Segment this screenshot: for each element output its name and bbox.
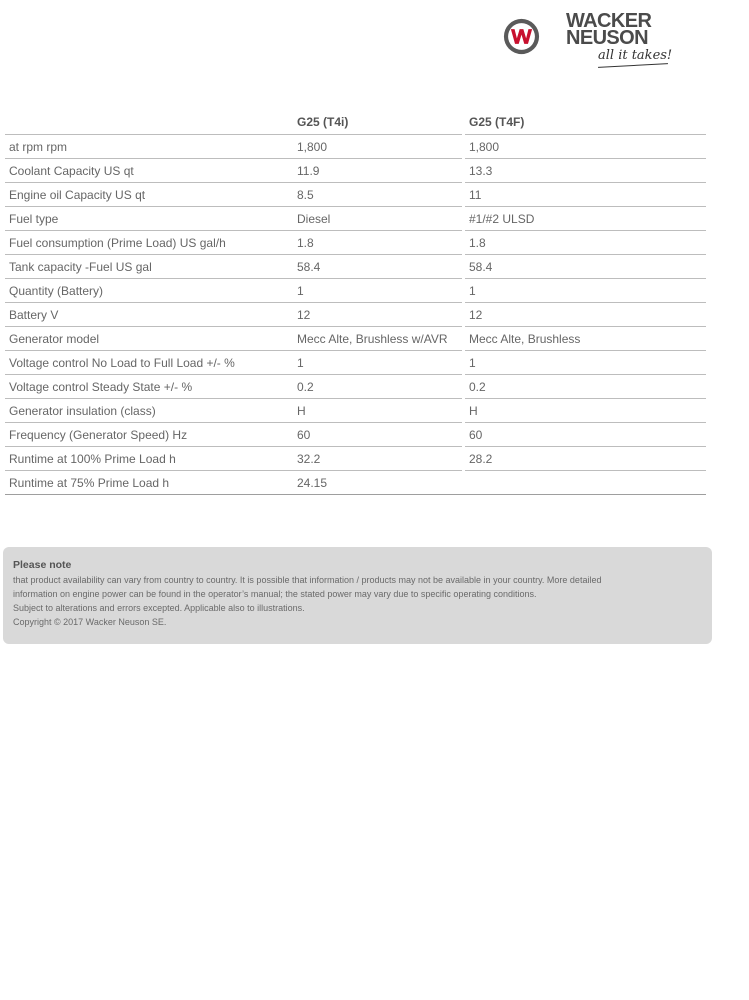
- value-g25-t4f: H: [465, 399, 706, 423]
- row-label: Engine oil Capacity US qt: [5, 183, 293, 207]
- please-note-box: [3, 547, 712, 644]
- row-label: Fuel consumption (Prime Load) US gal/h: [5, 231, 293, 255]
- wacker-neuson-logo-mark-icon: [503, 18, 540, 55]
- row-label: Quantity (Battery): [5, 279, 293, 303]
- table-row: [5, 471, 706, 495]
- value-g25-t4i: 24.15: [293, 471, 462, 495]
- row-label: Coolant Capacity US qt: [5, 159, 293, 183]
- brand-name: [566, 10, 652, 49]
- table-row: [5, 351, 706, 375]
- value-g25-t4i: Diesel: [293, 207, 462, 231]
- note-line-2: information on engine power can be found in the operator’s manual; the stated power may vary due to specific operating conditions.: [13, 589, 537, 599]
- table-row: [5, 327, 706, 351]
- value-g25-t4i: 11.9: [293, 159, 462, 183]
- value-g25-t4f: 1,800: [465, 135, 706, 159]
- table-row: [5, 135, 706, 159]
- row-label: Voltage control Steady State +/- %: [5, 375, 293, 399]
- note-line-4: Copyright © 2017 Wacker Neuson SE.: [13, 617, 167, 627]
- row-label: Generator insulation (class): [5, 399, 293, 423]
- value-g25-t4i: Mecc Alte, Brushless w/AVR: [293, 327, 462, 351]
- brand-slogan: all it takes!: [598, 48, 673, 63]
- value-g25-t4f: [465, 471, 706, 495]
- value-g25-t4f: 11: [465, 183, 706, 207]
- value-g25-t4f: #1/#2 ULSD: [465, 207, 706, 231]
- table-row: [5, 207, 706, 231]
- value-g25-t4f: 1: [465, 351, 706, 375]
- table-row: [5, 423, 706, 447]
- spec-table-body: [5, 135, 706, 495]
- header-g25-t4f: G25 (T4F): [465, 110, 706, 135]
- table-row: [5, 447, 706, 471]
- header-g25-t4i: G25 (T4i): [293, 110, 462, 135]
- value-g25-t4i: 1,800: [293, 135, 462, 159]
- value-g25-t4i: 60: [293, 423, 462, 447]
- header-label-column: [5, 110, 293, 135]
- row-label: Generator model: [5, 327, 293, 351]
- table-row: [5, 279, 706, 303]
- table-row: [5, 255, 706, 279]
- value-g25-t4i: 32.2: [293, 447, 462, 471]
- spec-table: [5, 110, 706, 495]
- table-row: [5, 303, 706, 327]
- table-row: [5, 375, 706, 399]
- note-title: Please note: [13, 559, 72, 571]
- table-header-row: [5, 110, 706, 135]
- brand-name-line1: WACKER: [566, 10, 652, 32]
- table-row: [5, 231, 706, 255]
- value-g25-t4f: 60: [465, 423, 706, 447]
- row-label: Runtime at 100% Prime Load h: [5, 447, 293, 471]
- value-g25-t4i: 58.4: [293, 255, 462, 279]
- wacker-neuson-logo: [500, 10, 680, 70]
- value-g25-t4f: 12: [465, 303, 706, 327]
- value-g25-t4i: 12: [293, 303, 462, 327]
- value-g25-t4f: 1.8: [465, 231, 706, 255]
- value-g25-t4i: H: [293, 399, 462, 423]
- table-row: [5, 399, 706, 423]
- note-line-3: Subject to alterations and errors excepted. Applicable also to illustrations.: [13, 603, 305, 613]
- value-g25-t4f: 28.2: [465, 447, 706, 471]
- value-g25-t4i: 1: [293, 351, 462, 375]
- value-g25-t4i: 1: [293, 279, 462, 303]
- table-row: [5, 159, 706, 183]
- value-g25-t4i: 0.2: [293, 375, 462, 399]
- row-label: Tank capacity -Fuel US gal: [5, 255, 293, 279]
- row-label: Fuel type: [5, 207, 293, 231]
- value-g25-t4f: 1: [465, 279, 706, 303]
- note-line-1: that product availability can vary from country to country. It is possible that information / products may not be available in your country. More detailed: [13, 575, 602, 585]
- table-row: [5, 183, 706, 207]
- brand-name-line2: NEUSON: [566, 27, 648, 49]
- slogan-underline: [598, 63, 668, 68]
- value-g25-t4i: 8.5: [293, 183, 462, 207]
- value-g25-t4f: 0.2: [465, 375, 706, 399]
- value-g25-t4f: Mecc Alte, Brushless: [465, 327, 706, 351]
- value-g25-t4i: 1.8: [293, 231, 462, 255]
- row-label: Voltage control No Load to Full Load +/- %: [5, 351, 293, 375]
- row-label: at rpm rpm: [5, 135, 293, 159]
- value-g25-t4f: 58.4: [465, 255, 706, 279]
- row-label: Battery V: [5, 303, 293, 327]
- row-label: Frequency (Generator Speed) Hz: [5, 423, 293, 447]
- row-label: Runtime at 75% Prime Load h: [5, 471, 293, 495]
- value-g25-t4f: 13.3: [465, 159, 706, 183]
